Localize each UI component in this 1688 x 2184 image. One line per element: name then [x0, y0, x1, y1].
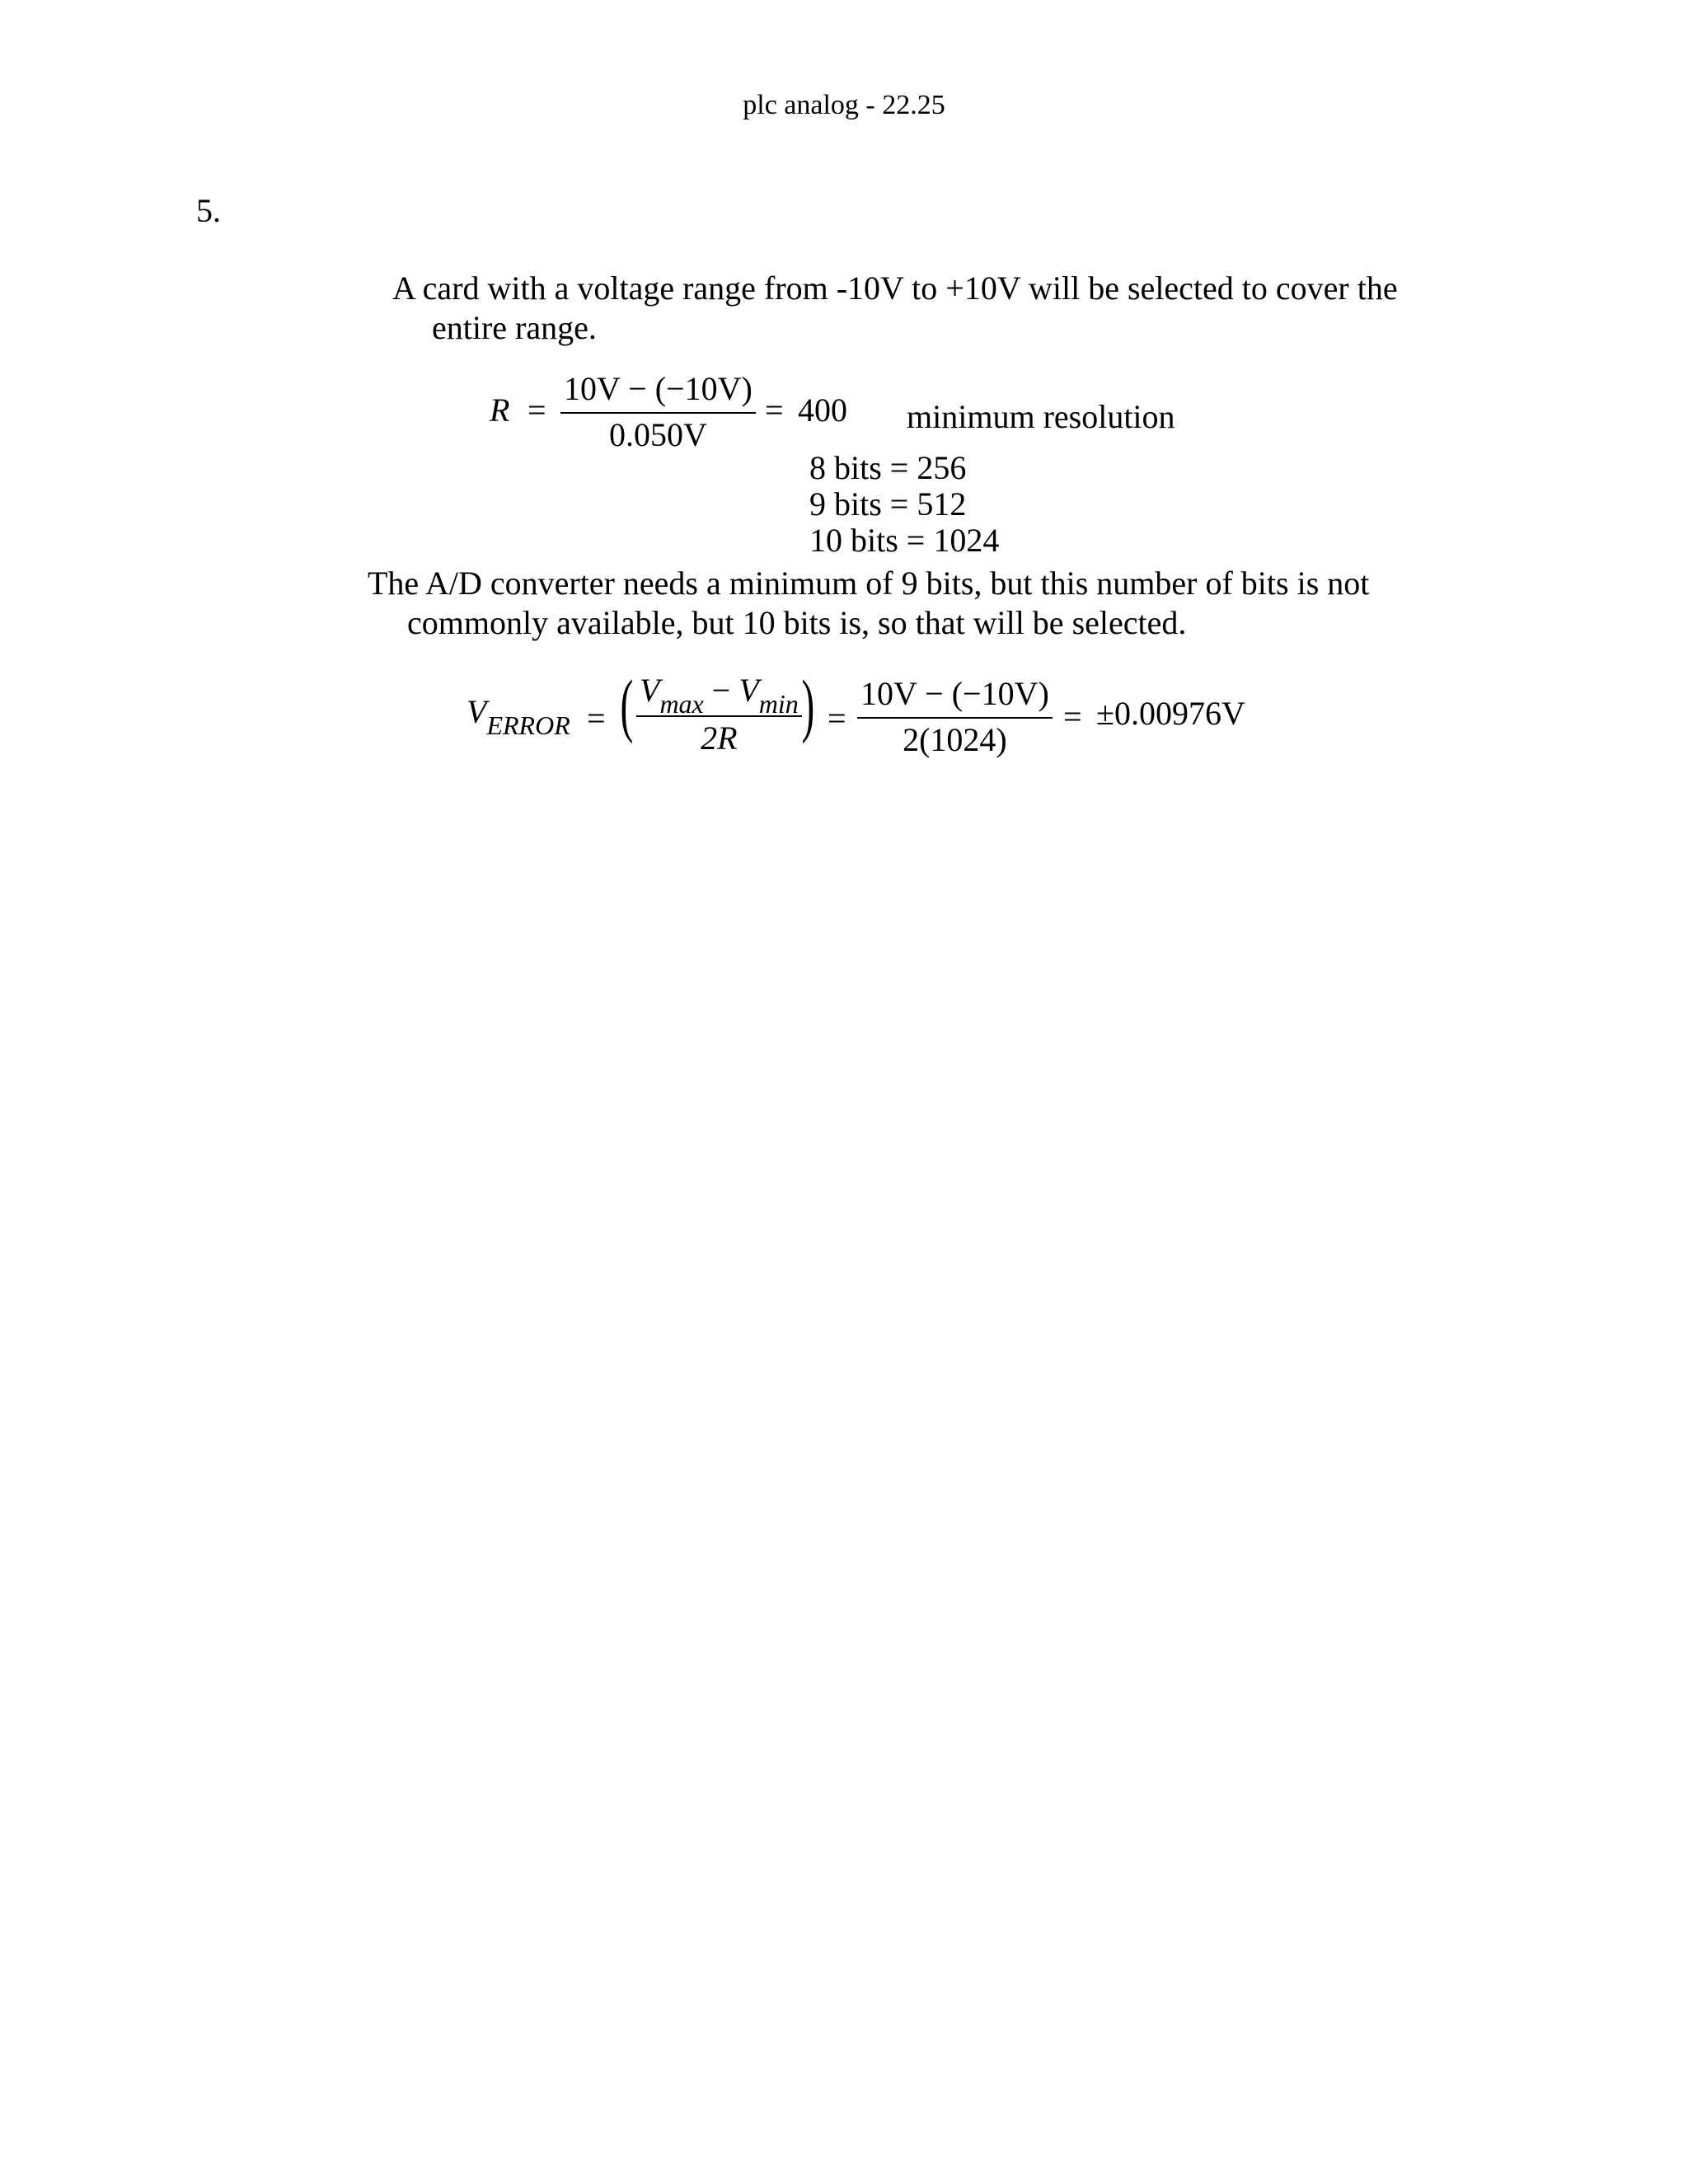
- bits-row-9: 9 bits = 512: [809, 485, 967, 523]
- resolution-result: 400: [798, 391, 847, 429]
- paragraph-1-line-2: entire range.: [432, 309, 597, 346]
- resolution-fraction: [560, 369, 756, 455]
- bits-row-8: 8 bits = 256: [809, 449, 967, 486]
- resolution-equals: =: [528, 391, 546, 429]
- error-lhs-base: V: [467, 693, 487, 730]
- paragraph-1-line-1: A card with a voltage range from -10V to +10V will be selected to cover the: [392, 269, 1398, 307]
- v-min-sub: min: [758, 689, 799, 719]
- resolution-lhs: R: [490, 391, 510, 429]
- v-min-base: V: [738, 672, 759, 709]
- page-header: plc analog - 22.25: [743, 90, 945, 120]
- error-fraction-2-numerator: 10V − (−10V): [860, 675, 1049, 712]
- left-paren: (: [620, 665, 634, 744]
- right-paren: ): [801, 665, 815, 744]
- resolution-numerator: 10V − (−10V): [564, 370, 753, 407]
- error-fraction-2: [857, 674, 1053, 760]
- resolution-equals-2: =: [765, 391, 784, 429]
- resolution-denominator: 0.050V: [608, 416, 707, 453]
- problem-number: 5.: [196, 192, 221, 229]
- v-max-sub: max: [659, 689, 704, 719]
- resolution-note: minimum resolution: [907, 398, 1175, 435]
- error-result: ±0.00976V: [1096, 695, 1245, 732]
- paragraph-2-line-2: commonly available, but 10 bits is, so that will be selected.: [407, 604, 1187, 641]
- error-equals-3: =: [1063, 698, 1082, 735]
- error-equals-1: =: [587, 700, 606, 737]
- error-equals-2: =: [828, 700, 846, 737]
- v-max-base: V: [640, 672, 660, 709]
- bits-row-10: 10 bits = 1024: [809, 522, 1000, 559]
- error-fraction-2-denominator: 2(1024): [903, 721, 1007, 758]
- error-fraction-1-numerator: [636, 671, 802, 719]
- error-fraction-1-denominator: 2R: [701, 719, 738, 757]
- error-fraction-1: [636, 671, 802, 758]
- paragraph-2-line-1: The A/D converter needs a minimum of 9 bits, but this number of bits is not: [368, 565, 1370, 602]
- error-lhs: [467, 692, 570, 740]
- minus-sign: −: [711, 672, 731, 709]
- error-lhs-sub: ERROR: [486, 710, 570, 740]
